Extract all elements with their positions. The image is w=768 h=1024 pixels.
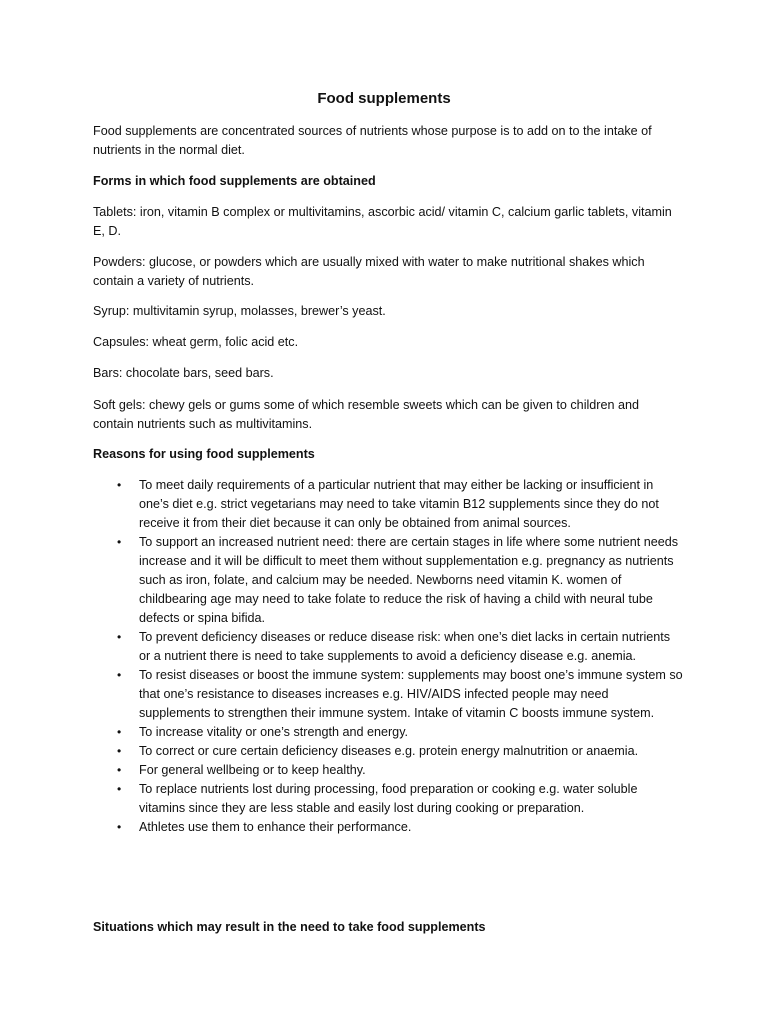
reasons-list: [93, 476, 683, 837]
bullet-icon: •: [117, 820, 122, 834]
list-item-text: To correct or cure certain deficiency diseases e.g. protein energy malnutrition or anaemia.: [139, 744, 639, 758]
bullet-icon: •: [117, 535, 122, 549]
list-item: [93, 818, 683, 837]
list-item-text: Athletes use them to enhance their performance.: [139, 820, 412, 834]
list-item: [93, 476, 683, 533]
list-item: [93, 780, 683, 818]
bullet-icon: •: [117, 744, 122, 758]
bullet-icon: •: [117, 668, 122, 682]
intro-paragraph: Food supplements are concentrated sources of nutrients whose purpose is to add on to the intake of nutrients in the normal diet.: [93, 124, 652, 157]
forms-heading: Forms in which food supplements are obtained: [93, 174, 376, 188]
form-capsules: Capsules: wheat germ, folic acid etc.: [93, 335, 299, 349]
list-item: [93, 761, 683, 780]
list-item-text: To resist diseases or boost the immune system: supplements may boost one’s immune system so that one’s resistance to diseases increases e.g. HIV/AIDS infected people may need supplements to strengthen their immune system. Intake of vitamin C boosts immune system.: [139, 668, 683, 720]
list-item-text: For general wellbeing or to keep healthy.: [139, 763, 366, 777]
reasons-heading: Reasons for using food supplements: [93, 447, 315, 461]
list-item: [93, 533, 683, 628]
list-item-text: To replace nutrients lost during processing, food preparation or cooking e.g. water soluble vitamins since they are less stable and easily lost during cooking or preparation.: [139, 782, 638, 815]
list-item-text: To meet daily requirements of a particular nutrient that may either be lacking or insufficient in one’s diet e.g. strict vegetarians may need to take vitamin B12 supplements since they do not receive it from their diet because it can only be obtained from animal sources.: [139, 478, 659, 530]
bullet-icon: •: [117, 782, 122, 796]
list-item-text: To increase vitality or one’s strength and energy.: [139, 725, 409, 739]
list-item: [93, 742, 683, 761]
situations-heading: Situations which may result in the need to take food supplements: [93, 920, 486, 934]
page-title: Food supplements: [317, 90, 451, 107]
list-item: [93, 628, 683, 666]
list-item-text: To prevent deficiency diseases or reduce disease risk: when one’s diet lacks in certain nutrients or a nutrient there is need to take supplements to avoid a deficiency disease e.g. anemia.: [139, 630, 671, 663]
list-item-text: To support an increased nutrient need: there are certain stages in life where some nutrient needs increase and it will be difficult to meet them without supplementation e.g. pregnancy as nutrients such as iron, folate, and calcium may be needed. Newborns need vitamin K. women of childbearing age may need to take folate to reduce the risk of having a child with neural tube defects or spina bifida.: [139, 535, 679, 625]
form-tablets: Tablets: iron, vitamin B complex or multivitamins, ascorbic acid/ vitamin C, calcium garlic tablets, vitamin E, D.: [93, 205, 672, 238]
list-item: [93, 723, 683, 742]
form-bars: Bars: chocolate bars, seed bars.: [93, 366, 274, 380]
form-powders: Powders: glucose, or powders which are usually mixed with water to make nutritional shakes which contain a variety of nutrients.: [93, 255, 645, 288]
bullet-icon: •: [117, 763, 122, 777]
bullet-icon: •: [117, 478, 122, 492]
list-item: [93, 666, 683, 723]
form-syrup: Syrup: multivitamin syrup, molasses, brewer’s yeast.: [93, 304, 386, 318]
bullet-icon: •: [117, 630, 122, 644]
bullet-icon: •: [117, 725, 122, 739]
form-soft-gels: Soft gels: chewy gels or gums some of which resemble sweets which can be given to children and contain nutrients such as multivitamins.: [93, 398, 640, 431]
